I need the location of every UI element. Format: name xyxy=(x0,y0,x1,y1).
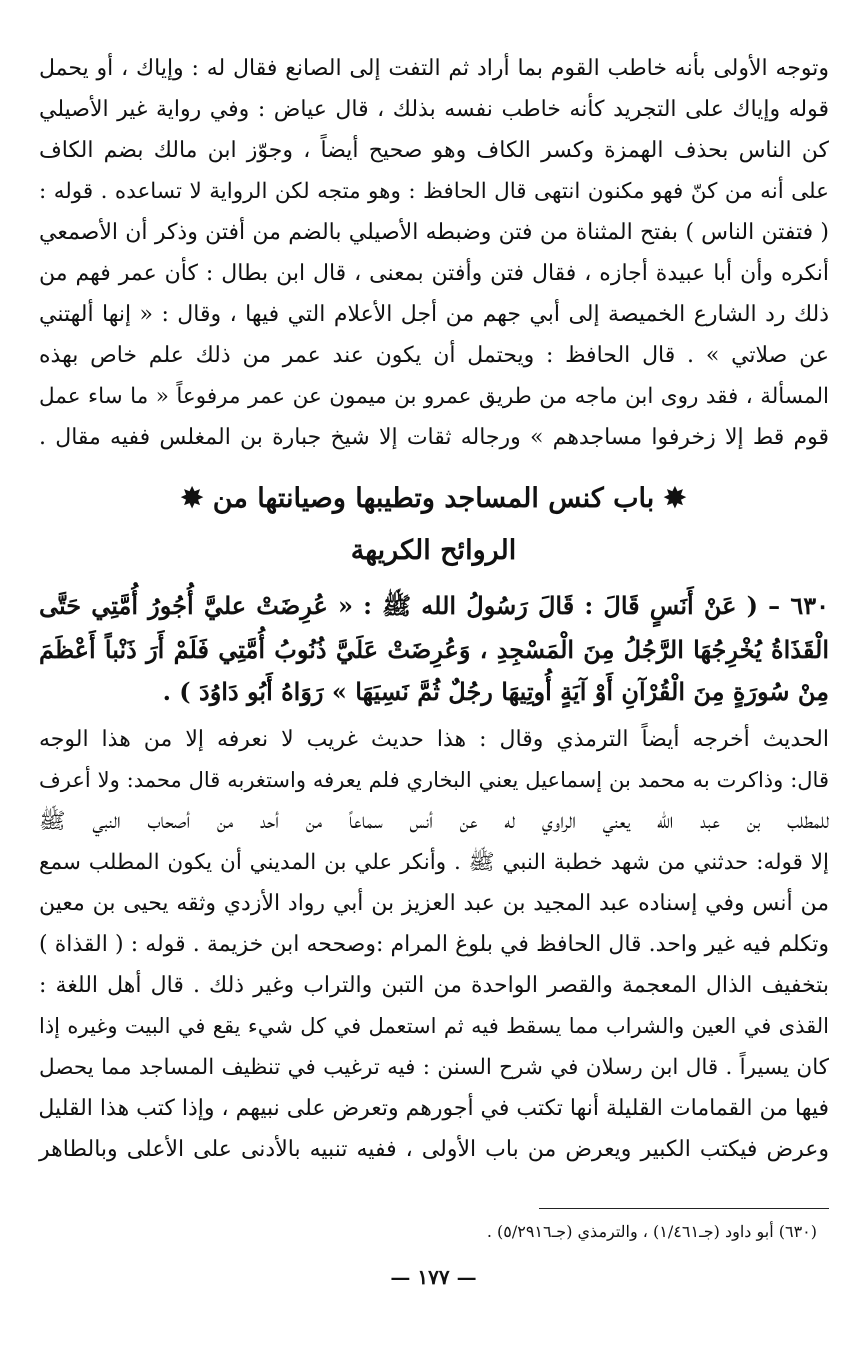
text-line: القذى في العين والشراب مما يسقط فيه ثم استعمل في كل شيء يقع في البيت وغيره إذا xyxy=(39,1014,829,1038)
text-line: من أنس وفي إسناده عبد المجيد بن عبد العزيز بن أبي رواد الأزدي وثقه يحيى بن معين xyxy=(39,891,829,916)
text-line: الحديث أخرجه أيضاً الترمذي وقال : هذا حديث غريب لا نعرفه إلا من هذا الوجه xyxy=(39,727,829,752)
page-number: — ١٧٧ — xyxy=(390,1265,477,1289)
footnote: (٦٣٠) أبو داود (جـ١/٤٦١) ، والترمذي (جـ٥/٢٩١٦) . xyxy=(486,1222,817,1241)
text-line: أنكره وأن أبا عبيدة أجازه ، فقال فتن وأفتن بمعنى ، قال ابن بطال : كأن عمر فهم من xyxy=(39,261,829,286)
text-line: ذلك رد الشارع الخميصة إلى أبي جهم من أجل الأعلام التي فيها ، وقال : « إنها ألهتني xyxy=(39,302,829,327)
hadith-line: ٦٣٠ – ( عَنْ أَنَسٍ قَالَ : قَالَ رَسُولُ الله ﷺ : « عُرِضَتْ عليَّ أُجُورُ أُمَّتِي حَتَّى xyxy=(39,591,829,620)
text-line: المسألة ، فقد روى ابن ماجه من طريق عمرو بن ميمون عن عمر مرفوعاً « ما ساء عمل xyxy=(39,384,829,409)
text-line: قوله وإياك على التجريد كأنه خاطب نفسه بذلك ، قال عياض : وفي رواية غير الأصيلي xyxy=(39,97,829,122)
hadith-line: الْقَذَاةُ يُخْرِجُهَا الرَّجُلُ مِنَ الْمَسْجِدِ ، وَعُرِضَتْ عَلَيَّ ذُنُوبُ أُمَّتِي فَلَمْ أَرَ ذَنْباً أَعْظَمَ xyxy=(39,635,829,664)
text-line: بتخفيف الذال المعجمة والقصر الواحدة من التبن والتراب وغير ذلك . قال أهل اللغة : xyxy=(39,973,829,998)
text-line: كن الناس بحذف الهمزة وكسر الكاف وهو صحيح أيضاً ، وجوّز ابن مالك بضم الكاف xyxy=(39,138,829,163)
hadith-line: مِنْ سُورَةٍ مِنَ الْقُرْآنِ أَوْ آيَةٍ أُوتِيهَا رجُلٌ ثُمَّ نَسِيَهَا » رَوَاهُ أَبُو دَاوُدَ ) . xyxy=(162,677,829,706)
text-line: ( فتفتن الناس ) بفتح المثناة من فتن وضبطه الأصيلي بالضم من أفتن وذكر أن الأصمعي xyxy=(39,220,829,245)
text-line: إلا قوله: حدثني من شهد خطبة النبي ﷺ . وأنكر علي بن المديني أن يكون المطلب سمع xyxy=(39,850,829,875)
text-line: وعرض فيكتب الكبير ويعرض من باب الأولى ، ففيه تنبيه بالأدنى على الأعلى وبالطاهر xyxy=(39,1137,829,1162)
text-line: وتوجه الأولى بأنه خاطب القوم بما أراد ثم التفت إلى الصانع فقال له : وإياك ، أو يحمل xyxy=(39,56,829,81)
text-line: للمطلب بن عبد الله يعني الراوي له عن أنس سماعاً من أحد من أصحاب النبي ﷺ xyxy=(39,809,829,834)
text-line: قال: وذاكرت به محمد بن إسماعيل يعني البخاري فلم يعرفه واستغربه قال محمد: ولا أعرف xyxy=(39,768,829,792)
text-line: على أنه من كنّ فهو مكنون انتهى قال الحافظ : وهو متجه لكن الرواية لا تساعده . قوله : xyxy=(39,179,829,204)
text-line: وتكلم فيه غير واحد. قال الحافظ في بلوغ المرام :وصححه ابن خزيمة . قوله : ( القذاة ) xyxy=(39,932,829,957)
text-line: كان يسيراً . قال ابن رسلان في شرح السنن : فيه ترغيب في تنظيف المساجد مما يحصل xyxy=(39,1055,829,1080)
footnote-divider xyxy=(539,1208,829,1209)
text-line: قوم قط إلا زخرفوا مساجدهم » ورجاله ثقات إلا شيخ جبارة بن المغلس ففيه مقال . xyxy=(39,425,829,450)
text-line: عن صلاتي » . قال الحافظ : ويحتمل أن يكون عند عمر من ذلك علم خاص بهذه xyxy=(39,343,829,368)
text-line: فيها من القمامات القليلة أنها تكتب في أجورهم وتعرض على نبيهم ، وإذا كتب هذا القليل xyxy=(38,1096,829,1121)
chapter-title: ✸ باب كنس المساجد وتطيبها وصيانتها من ✸ xyxy=(180,483,687,514)
chapter-title-continued: الروائح الكريهة xyxy=(350,535,517,566)
